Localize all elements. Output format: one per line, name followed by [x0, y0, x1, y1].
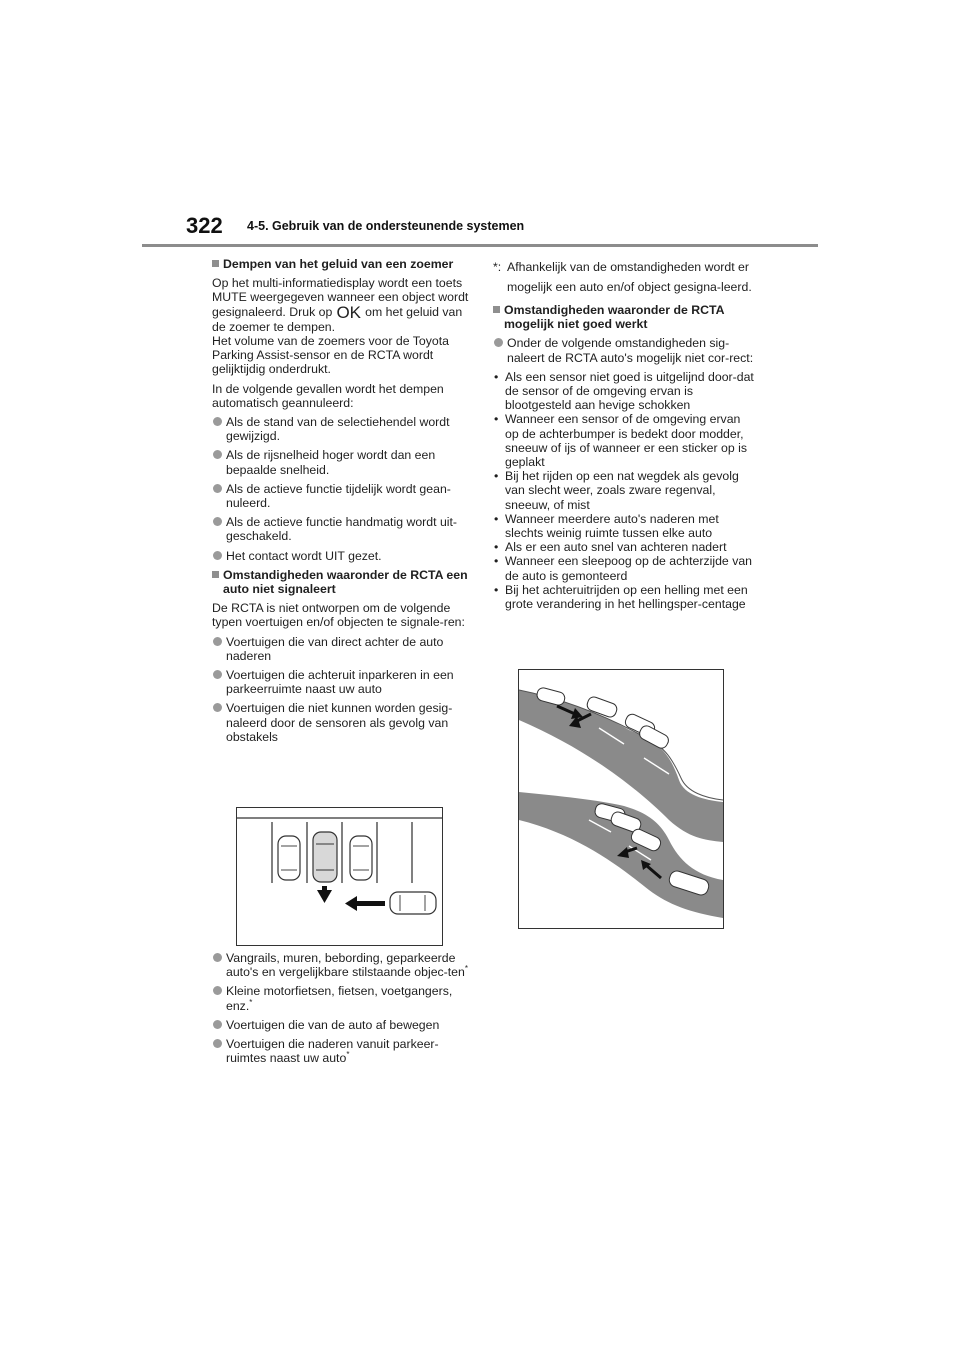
gray-dot-icon	[213, 670, 222, 679]
list-item: Voertuigen die niet kunnen worden gesig-naleerd door de sensoren als gevolg van obstakels	[212, 701, 474, 744]
gray-dot-icon	[494, 338, 503, 347]
list-item: Het contact wordt UIT gezet.	[212, 549, 474, 563]
list-item: • Wanneer een sensor of de omgeving ervan op de achterbumper is bedekt door modder, sneeuw of ijs of wanneer er een sticker op is geplakt	[494, 412, 747, 470]
gray-dot-icon	[213, 637, 222, 646]
ok-button-icon: OK	[336, 302, 362, 322]
nodetect-heading: Omstandigheden waaronder de RCTA een auto niet signaleert	[212, 568, 474, 596]
footnote-mark: *:	[493, 260, 502, 274]
list-item: Kleine motorfietsen, fietsen, voetgangers, enz.*	[212, 984, 474, 1012]
gray-dot-icon	[213, 986, 222, 995]
list-item: Voertuigen die naderen vanuit parkeer-ruimtes naast uw auto*	[212, 1037, 474, 1065]
left-column-continued	[212, 951, 474, 1070]
malfunction-heading: Omstandigheden waaronder de RCTA mogelijk niet goed werkt	[493, 303, 755, 331]
list-item: • Als er een auto snel van achteren nadert	[494, 540, 727, 555]
gray-dot-icon	[213, 450, 222, 459]
list-item: Voertuigen die achteruit inparkeren in een parkeerruimte naast uw auto	[212, 668, 474, 696]
list-item: Onder de volgende omstandigheden sig-naleert de RCTA auto's mogelijk niet cor-rect:	[493, 336, 755, 364]
mute-paragraph-1	[212, 276, 474, 376]
list-item: • Wanneer meerdere auto's naderen met slechts weinig ruimte tussen elke auto	[494, 511, 719, 541]
gray-dot-icon	[213, 703, 222, 712]
list-item: • Als een sensor niet goed is uitgelijnd door-dat de sensor of de omgeving ervan is blootgesteld aan hevige schokken	[494, 369, 754, 413]
gray-dot-icon	[213, 1039, 222, 1048]
left-column	[212, 257, 474, 749]
gray-dot-icon	[213, 517, 222, 526]
gray-dot-icon	[213, 953, 222, 962]
header-rule	[142, 244, 818, 247]
mute-heading: Dempen van het geluid van een zoemer	[212, 257, 474, 271]
list-item: Als de actieve functie tijdelijk wordt gean-nuleerd.	[212, 482, 474, 510]
gray-dot-icon	[213, 484, 222, 493]
list-item: Voertuigen die van direct achter de auto naderen	[212, 635, 474, 663]
gray-dot-icon	[213, 417, 222, 426]
list-item: • Bij het achteruitrijden op een helling met een grote verandering in het hellingsper-centage	[494, 582, 748, 612]
mute-text-b: om het geluid van de zoemer te dempen.	[212, 304, 463, 334]
list-item: Vangrails, muren, bebording, geparkeerde auto's en vergelijkbare stilstaande objec-ten*	[212, 951, 474, 979]
right-column	[493, 257, 755, 611]
page-number: 322	[186, 213, 223, 238]
gray-dot-icon	[213, 1020, 222, 1029]
list-item: • Bij het rijden op een nat wegdek als gevolg van slecht weer, zoals zware regenval, sneeuw, of mist	[494, 469, 739, 512]
list-item: • Wanneer een sleepoog op de achterzijde van de auto is gemonteerd	[494, 554, 753, 583]
list-item: Als de stand van de selectiehendel wordt gewijzigd.	[212, 415, 474, 443]
footnote-text: Afhankelijk van de omstandigheden wordt er mogelijk een auto en/of object gesigna-leerd.	[507, 260, 752, 294]
mute-paragraph-2: Het volume van de zoemers voor de Toyota Parking Assist-sensor en de RCTA wordt gelijktijdig onderdrukt.	[212, 334, 449, 377]
mute-paragraph-3: In de volgende gevallen wordt het dempen automatisch geannuleerd:	[212, 381, 444, 410]
nodetect-paragraph: De RCTA is niet ontworpen om de volgende typen voertuigen en/of objecten te signale-ren:	[212, 601, 465, 630]
mute-text-a: Op het multi-informatiedisplay wordt een toets MUTE weergegeven wanneer een object wordt gesignaleerd. Druk op	[212, 276, 469, 319]
page-header	[0, 0, 960, 250]
parking-illustration	[236, 807, 443, 946]
list-item: Voertuigen die van de auto af bewegen	[212, 1018, 474, 1032]
footnote	[493, 257, 755, 297]
list-item: Als de rijsnelheid hoger wordt dan een bepaalde snelheid.	[212, 448, 474, 476]
section-title: 4-5. Gebruik van de ondersteunende systemen	[247, 219, 525, 233]
gray-dot-icon	[213, 551, 222, 560]
list-item: Als de actieve functie handmatig wordt uit-geschakeld.	[212, 515, 474, 543]
slope-illustration	[518, 669, 724, 929]
